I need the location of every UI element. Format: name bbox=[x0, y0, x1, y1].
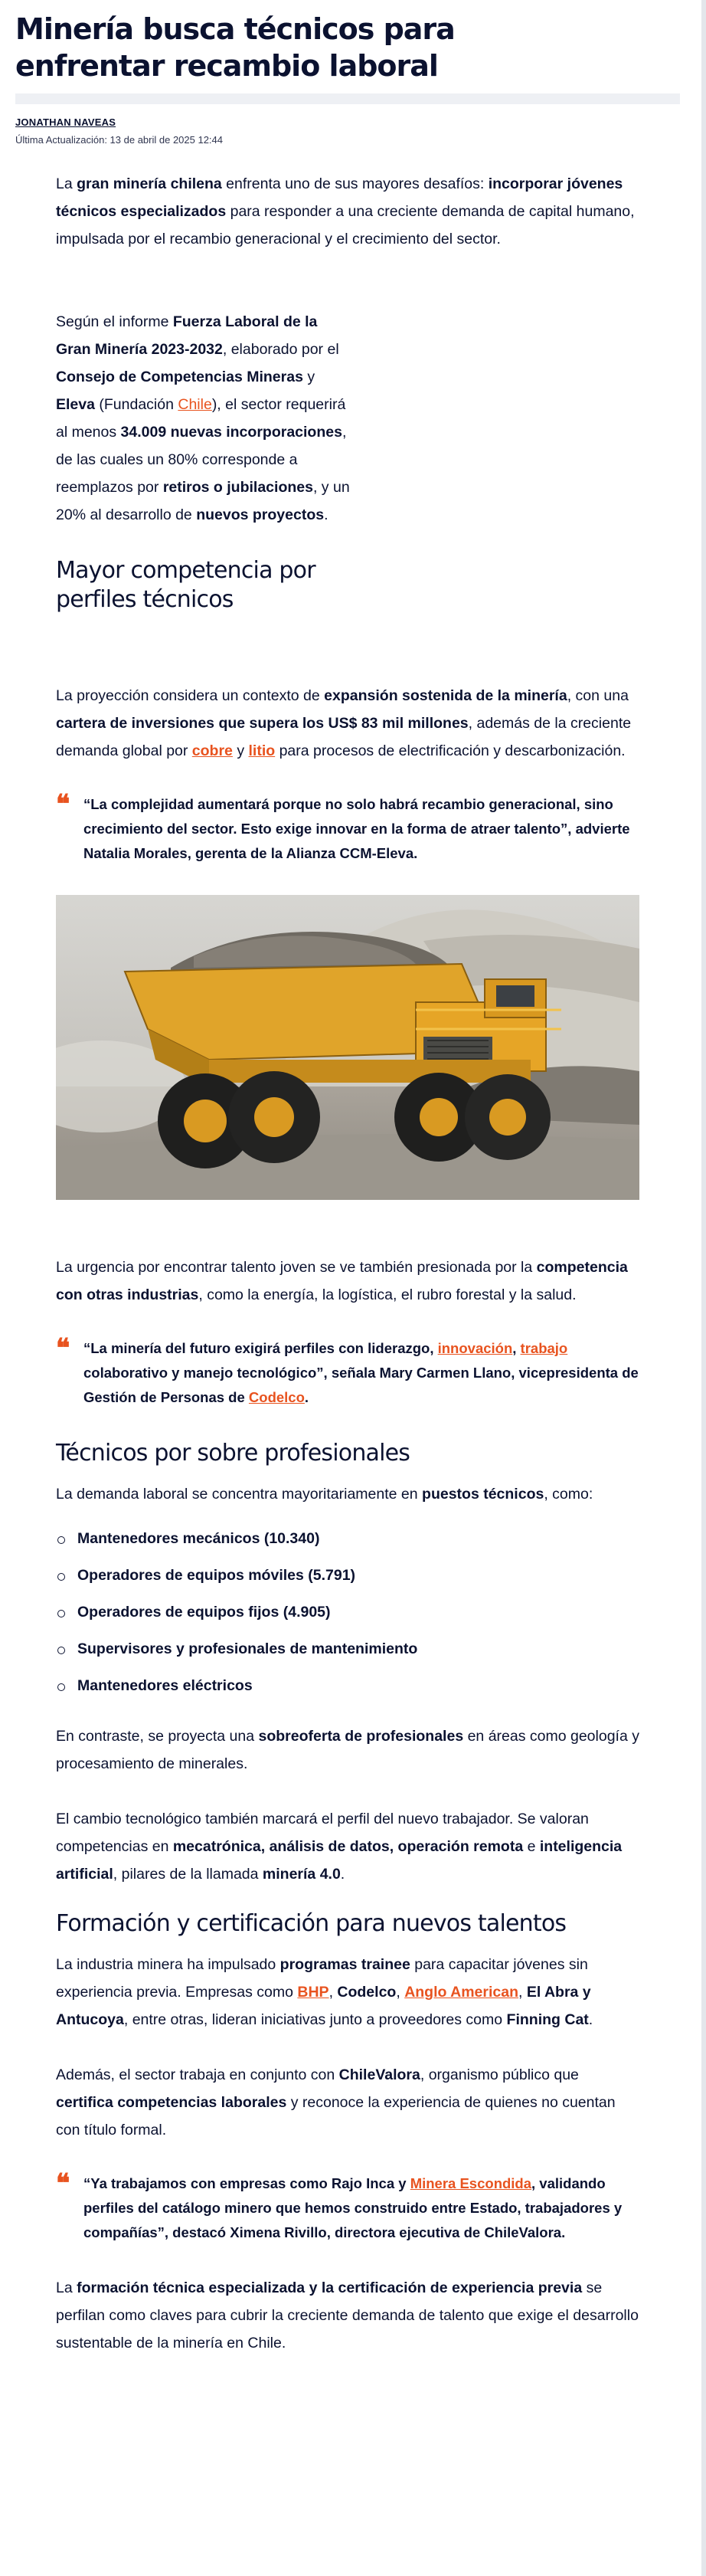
paragraph-trainee: La industria minera ha impulsado programas trainee para capacitar jóvenes sin experiencia previa. Empresas como BHP, Codelco, Anglo American, El Abra y Antucoya, entre otras, lideran iniciativas junto a proveedores como Finning Cat. bbox=[56, 1956, 593, 2028]
paragraph-projection: La proyección considera un contexto de expansión sostenida de la minería, con una cartera de inversiones que supera los US$ 83 mil millones, además de la creciente demanda global por cobre y litio para procesos de electrificación y descarbonización. bbox=[56, 687, 632, 759]
paragraph-conclusion: La formación técnica especializada y la certificación de experiencia previa se perfilan como claves para cubrir la creciente demanda de talento que exige el desarrollo sustentable de la minería en Chile. bbox=[56, 2279, 639, 2352]
section-heading-technicians: Técnicos por sobre profesionales bbox=[56, 1440, 410, 1467]
list-item: Mantenedores mecánicos (10.340) bbox=[56, 1525, 639, 1552]
haul-truck-illustration bbox=[56, 895, 639, 1200]
list-item: Supervisores y profesionales de mantenimiento bbox=[56, 1635, 639, 1663]
list-item: Operadores de equipos móviles (5.791) bbox=[56, 1562, 639, 1589]
minera-escondida-link[interactable]: Minera Escondida bbox=[410, 2175, 532, 2191]
paragraph-demand: La demanda laboral se concentra mayoritariamente en puestos técnicos, como: bbox=[56, 1486, 593, 1503]
quote-llano: ❝ “La minería del futuro exigirá perfiles con liderazgo, innovación, trabajo colaborativo y manejo tecnológico”, señala Mary Carmen Llano, vicepresidenta de Gestión de Personas de Codelco. bbox=[56, 1333, 639, 1405]
headline-divider bbox=[15, 93, 680, 104]
chile-link[interactable]: Chile bbox=[178, 396, 212, 413]
quote-morales: ❝ “La complejidad aumentará porque no solo habrá recambio generacional, sino crecimiento del sector. Esto exige innovar en la forma de atraer talento”, advierte Natalia Morales, gerenta de la Alianza CCM-Eleva. bbox=[56, 789, 630, 861]
technical-roles-list bbox=[56, 1525, 639, 1699]
litio-link[interactable]: litio bbox=[248, 742, 276, 759]
byline bbox=[15, 116, 686, 128]
list-item: Operadores de equipos fijos (4.905) bbox=[56, 1598, 639, 1626]
paragraph-report: Según el informe Fuerza Laboral de la Gran Minería 2023-2032, elaborado por el Consejo de Competencias Mineras y Eleva (Fundación Chile), el sector requerirá al menos 34.009 nuevas incorporaciones, de las cuales un 80% corresponde a reemplazos por retiros o jubilaciones, y un 20% al desarrollo de nuevos proyectos. bbox=[56, 313, 350, 523]
innovacion-link[interactable]: innovación bbox=[437, 1340, 513, 1356]
article-header bbox=[0, 0, 701, 146]
mining-truck-photo bbox=[56, 895, 639, 1200]
quote-rivillo: ❝ “Ya trabajamos con empresas como Rajo Inca y Minera Escondida, validando perfiles del catálogo minero que hemos construido entre Estado, trabajadores y compañías”, destacó Ximena Rivillo, directora ejecutiva de ChileValora. bbox=[56, 2168, 623, 2240]
article-headline: Minería busca técnicos para enfrentar recambio laboral bbox=[15, 12, 455, 83]
paragraph-technology: El cambio tecnológico también marcará el perfil del nuevo trabajador. Se valoran competencias en mecatrónica, análisis de datos, operación remota e inteligencia artificial, pilares de la llamada minería 4.0. bbox=[56, 1811, 623, 1883]
article-body-projection bbox=[56, 682, 639, 2384]
paragraph-intro: La gran minería chilena enfrenta uno de sus mayores desafíos: incorporar jóvenes técnicos especializados para responder a una creciente demanda de capital humano, impulsada por el recambio generacional y el crecimiento del sector. bbox=[56, 175, 635, 247]
bhp-link[interactable]: BHP bbox=[297, 1984, 329, 2001]
section-heading-training: Formación y certificación para nuevos talentos bbox=[56, 1910, 567, 1937]
anglo-american-link[interactable]: Anglo American bbox=[404, 1984, 518, 2001]
paragraph-competition: La urgencia por encontrar talento joven se ve también presionada por la competencia con otras industrias, como la energía, la logística, el rubro forestal y la salud. bbox=[56, 1259, 628, 1303]
quote-icon: ❝ bbox=[56, 1333, 70, 1364]
section-heading-competition: Mayor competencia por perfiles técnicos bbox=[56, 557, 315, 613]
cobre-link[interactable]: cobre bbox=[191, 742, 233, 759]
paragraph-chilevalora: Además, el sector trabaja en conjunto con ChileValora, organismo público que certifica competencias laborales y reconoce la experiencia de quienes no cuentan con título formal. bbox=[56, 2066, 616, 2138]
quote-icon: ❝ bbox=[56, 789, 70, 820]
article-body-top bbox=[56, 170, 639, 280]
paragraph-oversupply: En contraste, se proyecta una sobreoferta de profesionales en áreas como geología y procesamiento de minerales. bbox=[56, 1728, 639, 1772]
article-body-narrow bbox=[56, 308, 350, 627]
author-link[interactable]: JONATHAN NAVEAS bbox=[15, 116, 116, 128]
window-edge bbox=[701, 0, 706, 2576]
quote-icon: ❝ bbox=[56, 2168, 70, 2199]
list-item: Mantenedores eléctricos bbox=[56, 1672, 639, 1699]
last-updated: Última Actualización: 13 de abril de 2025 12:44 bbox=[15, 134, 224, 146]
codelco-link[interactable]: Codelco bbox=[248, 1389, 305, 1405]
trabajo-link[interactable]: trabajo bbox=[520, 1340, 568, 1356]
